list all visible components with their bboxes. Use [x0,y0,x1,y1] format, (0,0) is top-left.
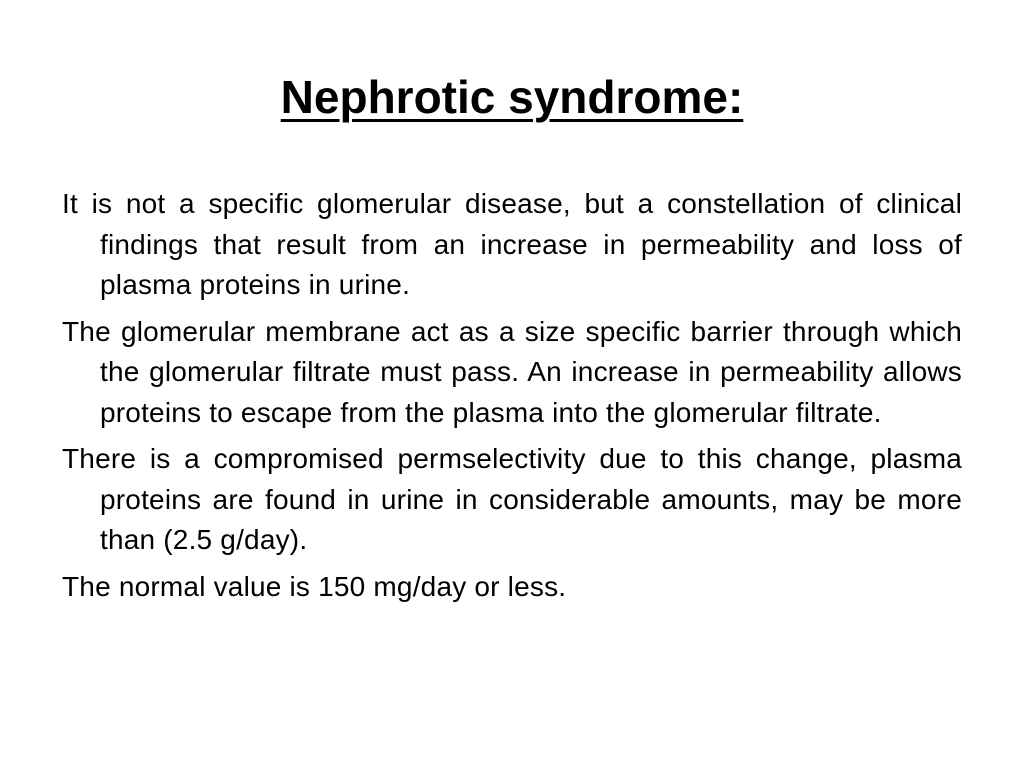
body-paragraph-3: There is a compromised permselectivity due to this change, plasma proteins are found in urine in considerable amounts, may be more than (2.5 g/day). [62,443,962,555]
body-paragraph-4: The normal value is 150 mg/day or less. [62,570,567,602]
slide-title-text: Nephrotic syndrome: [280,71,744,123]
slide-body [62,184,962,613]
slide-title [0,62,1024,132]
body-paragraph-2: The glomerular membrane act as a size specific barrier through which the glomerular filtrate must pass. An increase in permeability allows proteins to escape from the plasma into the glomerular filtrate. [62,315,962,428]
body-paragraph-1: It is not a specific glomerular disease, but a constellation of clinical findings that result from an increase in permeability and loss of plasma proteins in urine. [62,188,962,300]
